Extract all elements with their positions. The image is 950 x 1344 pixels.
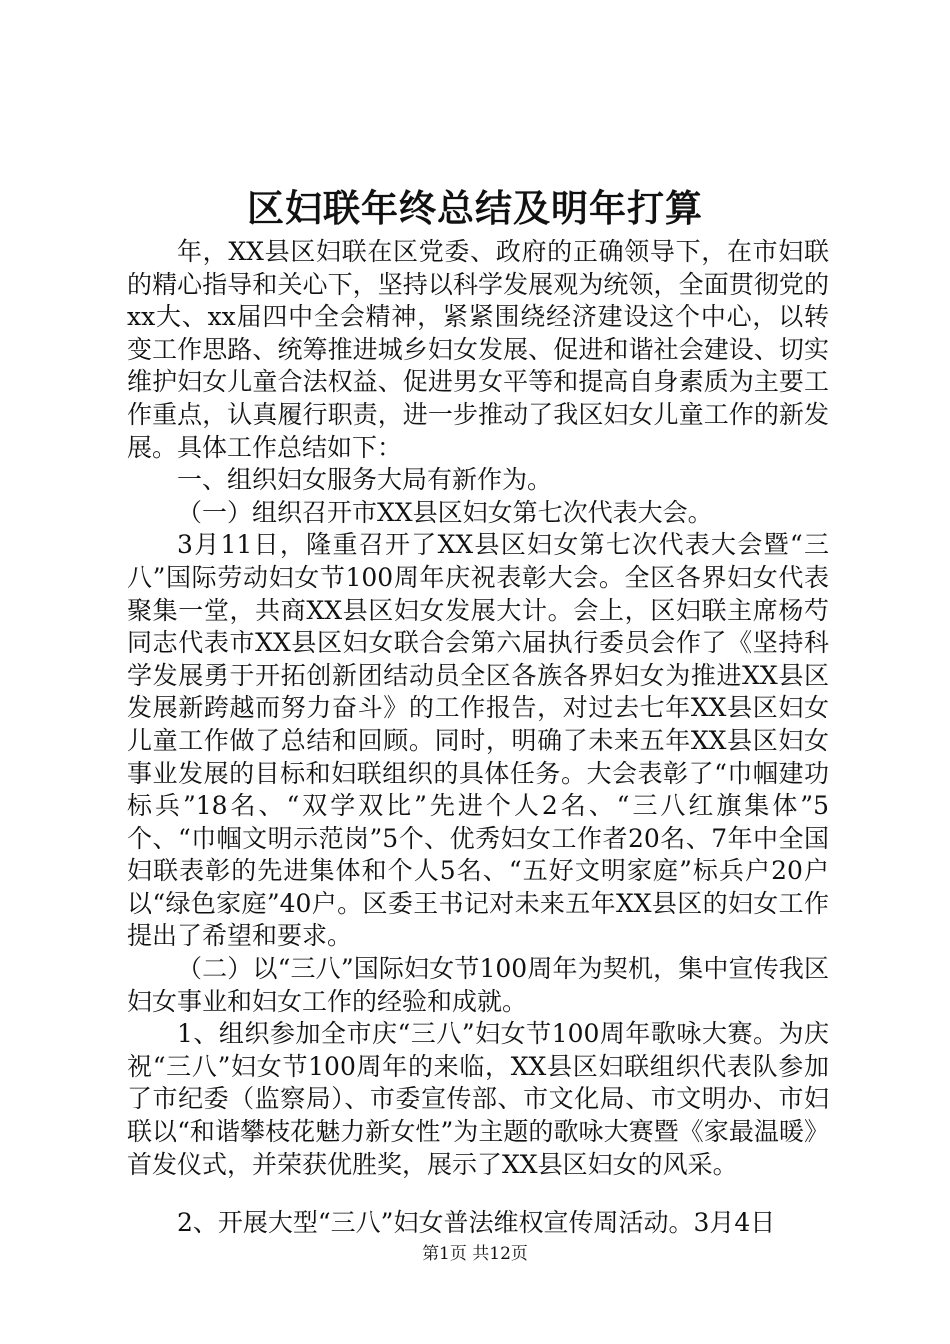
paragraph-subheading-2: （二）以“三八”国际妇女节100周年为契机，集中宣传我区妇女事业和妇女工作的经验和成就。 (127, 954, 829, 1016)
paragraph-section-heading: 一、组织妇女服务大局有新作为。 (177, 465, 553, 495)
paragraph-intro: 年，XX县区妇联在区党委、政府的正确领导下，在市妇联的精心指导和关心下，坚持以科学发展观为统领，全面贯彻党的xx大、xx届四中全会精神，紧紧围绕经济建设这个中心，以转变工作思路、统筹推进城乡妇女发展、促进和谐社会建设、切实维护妇女儿童合法权益、促进男女平等和提高自身素质为主要工作重点，认真履行职责，进一步推动了我区妇女儿童工作的新发展。具体工作总结如下： (127, 237, 829, 462)
paragraph-singing-contest: 1、组织参加全市庆“三八”妇女节100周年歌咏大赛。为庆祝“三八”妇女节100周年的来临，XX县区妇联组织代表队参加了市纪委（监察局）、市委宣传部、市文化局、市文明办、市妇联以“和谐攀枝花魅力新女性”为主题的歌咏大赛暨《家最温暖》首发仪式，并荣获优胜奖，展示了XX县区妇女的风采。 (127, 1019, 829, 1179)
paragraph-legal-week: 2、开展大型“三八”妇女普法维权宣传周活动。3月4日 (177, 1208, 776, 1238)
paragraph-subheading-1: （一）组织召开市XX县区妇女第七次代表大会。 (177, 497, 713, 527)
paragraph-congress: 3月11日，隆重召开了XX县区妇女第七次代表大会暨“三八”国际劳动妇女节100周年庆祝表彰大会。全区各界妇女代表聚集一堂，共商XX县区妇女发展大计。会上，区妇联主席杨芍同志代表市XX县区妇女联合会第六届执行委员会作了《坚持科学发展勇于开拓创新团结动员全区各族各界妇女为推进XX县区发展新跨越而努力奋斗》的工作报告，对过去七年XX县区妇女儿童工作做了总结和回顾。同时，明确了未来五年XX县区妇女事业发展的目标和妇联组织的具体任务。大会表彰了“巾帼建功标兵”18名、“双学双比”先进个人2名、“三八红旗集体”5个、“巾帼文明示范岗”5个、优秀妇女工作者20名、7年中全国妇联表彰的先进集体和个人5名、“五好文明家庭”标兵户20户以“绿色家庭”40户。区委王书记对未来五年XX县区的妇女工作提出了希望和要求。 (127, 530, 829, 951)
document-body (127, 236, 829, 1240)
page-number-footer: 第1页 共12页 (422, 1244, 528, 1264)
document-title: 区妇联年终总结及明年打算 (247, 186, 703, 230)
